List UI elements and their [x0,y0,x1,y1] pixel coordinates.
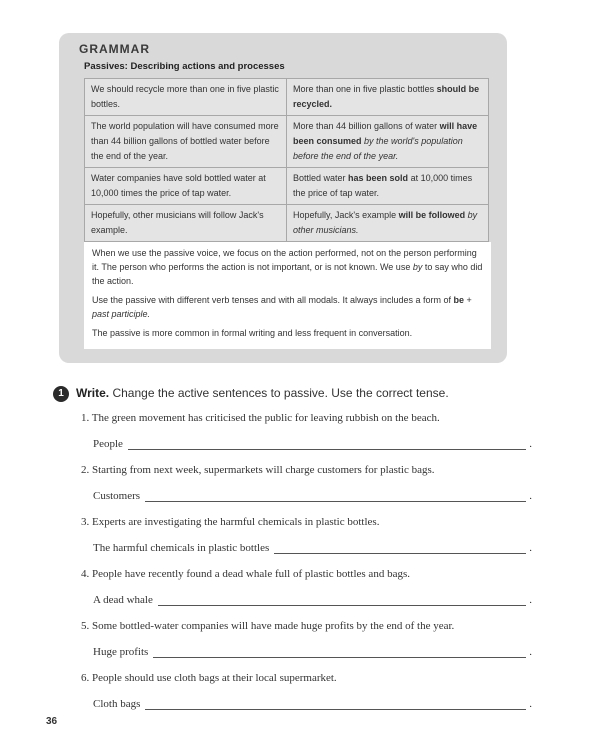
answer-prompt: A dead whale [93,594,153,606]
answer-line[interactable] [153,646,526,658]
note-passive-focus: When we use the passive voice, we focus on the action performed, not on the person performing it. The person who performs the action is not important, or is not known. We use by to say who did the action. [92,248,483,286]
table-row [85,205,489,242]
exercise-question: 2. Starting from next week, supermarkets will charge customers for plastic bags. [81,464,435,476]
page-number: 36 [46,716,58,727]
answer-row: People . [93,438,532,450]
active-sentence: Water companies have sold bottled water at 10,000 times the price of tap water. [85,168,287,205]
active-sentence: The world population will have consumed more than 44 billion gallons of bottled water before the end of the year. [85,116,287,168]
answer-prompt: Customers [93,490,141,502]
passive-sentence: Hopefully, Jack's example will be followed by other musicians. [287,205,489,242]
answer-prompt: Huge profits [93,646,149,658]
grammar-table [84,78,489,242]
answer-prompt: The harmful chemicals in plastic bottles [93,542,270,554]
exercise-instruction: Write. Change the active sentences to passive. Use the correct tense. [76,386,449,400]
passive-sentence: More than one in five plastic bottles should be recycled. [287,79,489,116]
grammar-subtitle: Passives: Describing actions and processes [84,61,285,72]
answer-row: Customers . [93,490,532,502]
exercise-question: 5. Some bottled-water companies will have made huge profits by the end of the year. [81,620,455,632]
exercise-number-badge: 1 [53,386,69,402]
grammar-title: GRAMMAR [79,42,150,56]
exercise-question: 6. People should use cloth bags at their local supermarket. [81,672,337,684]
passive-sentence: More than 44 billion gallons of water will have been consumed by the world's population before the end of the year. [287,116,489,168]
answer-row: The harmful chemicals in plastic bottles . [93,542,532,554]
answer-line[interactable] [274,542,526,554]
table-row [85,116,489,168]
answer-row: Huge profits . [93,646,532,658]
answer-row: Cloth bags . [93,698,532,710]
passive-sentence: Bottled water has been sold at 10,000 times the price of tap water. [287,168,489,205]
table-row [85,168,489,205]
exercise-question: 1. The green movement has criticised the public for leaving rubbish on the beach. [81,412,440,424]
answer-prompt: People [93,438,123,450]
grammar-notes [84,242,491,349]
answer-line[interactable] [128,438,526,450]
table-row [85,79,489,116]
answer-line[interactable] [145,698,526,710]
active-sentence: Hopefully, other musicians will follow Jack's example. [85,205,287,242]
answer-prompt: Cloth bags [93,698,141,710]
answer-line[interactable] [158,594,526,606]
exercise-question: 3. Experts are investigating the harmful chemicals in plastic bottles. [81,516,380,528]
exercise-question: 4. People have recently found a dead whale full of plastic bottles and bags. [81,568,410,580]
answer-line[interactable] [145,490,526,502]
note-formality: The passive is more common in formal writing and less frequent in conversation. [92,328,413,338]
answer-row: A dead whale . [93,594,532,606]
active-sentence: We should recycle more than one in five plastic bottles. [85,79,287,116]
note-verb-tenses: Use the passive with different verb tenses and with all modals. It always includes a form of be + past participle. [92,295,472,319]
